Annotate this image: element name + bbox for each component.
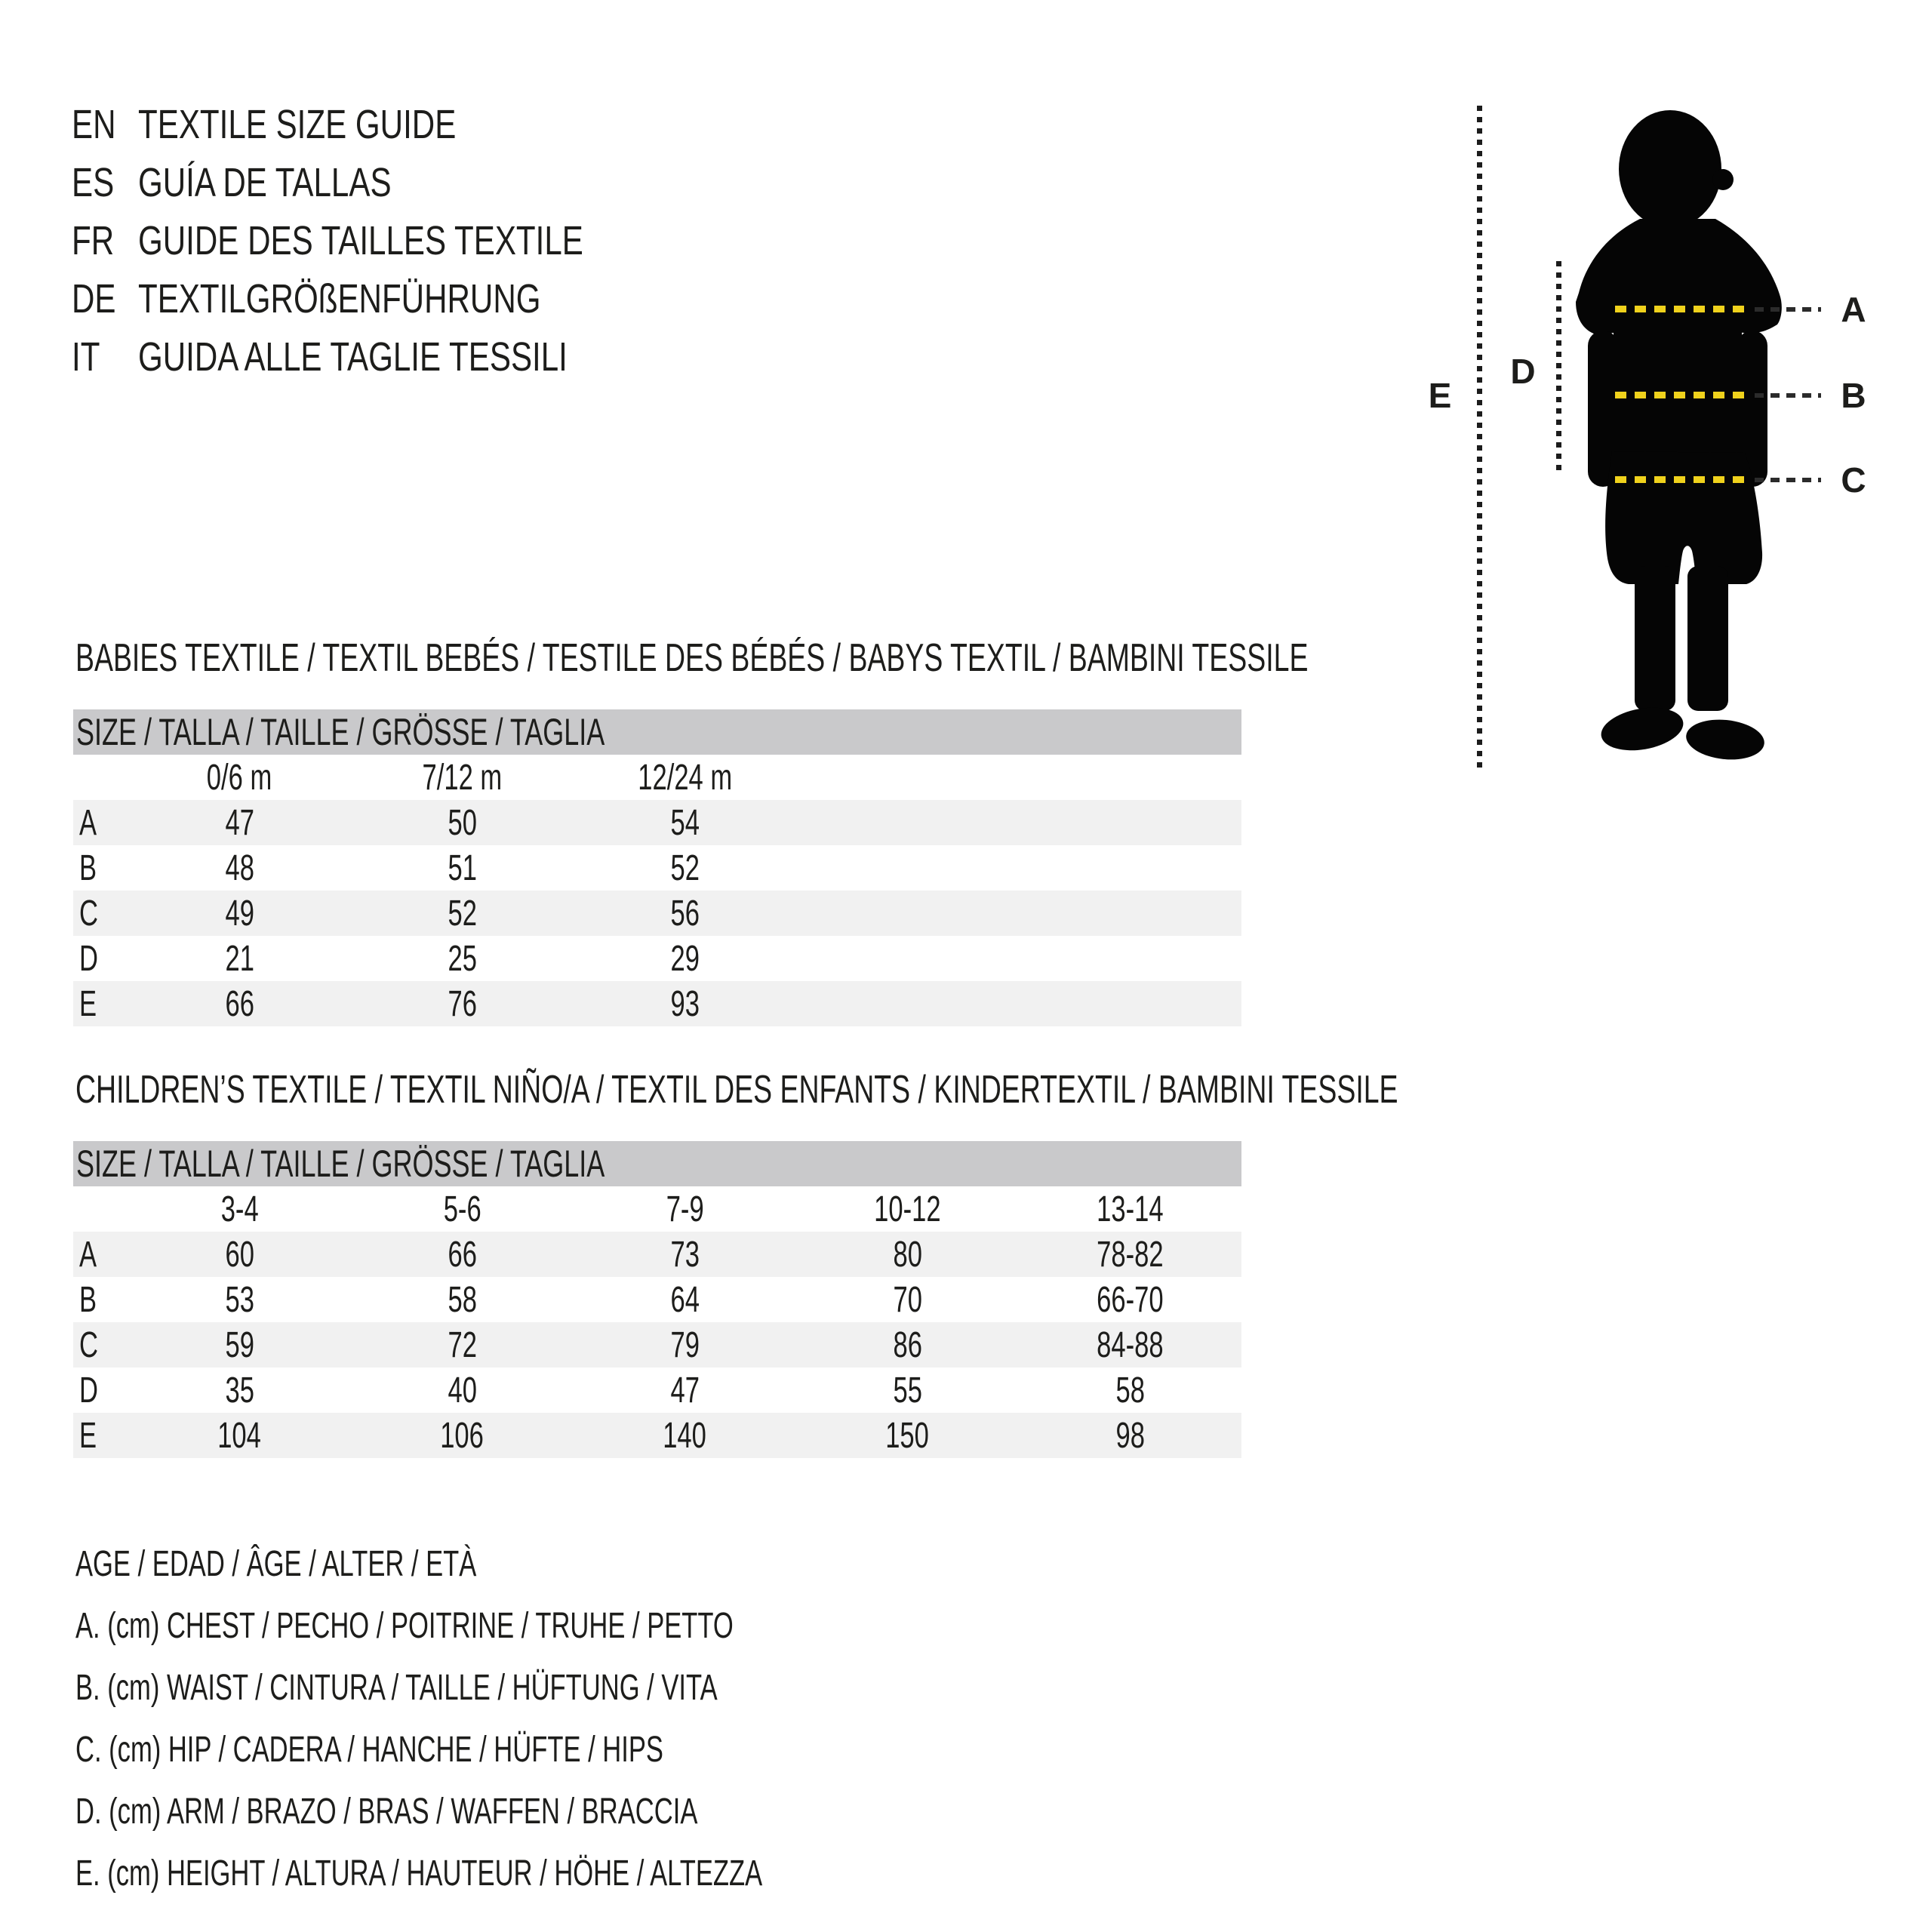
children-table-grid	[73, 1186, 1241, 1458]
size-header-label: SIZE / TALLA / TAILLE / GRÖSSE / TAGLIA	[76, 711, 605, 753]
table-cell-value: 73	[670, 1234, 700, 1275]
table-cell	[574, 1324, 796, 1366]
table-cell-value: 47	[225, 802, 254, 843]
column-header-text: 12/24 m	[638, 757, 732, 798]
table-cell	[574, 983, 796, 1025]
table-cell-value: 29	[670, 938, 700, 979]
hip-measure-label: C	[1841, 460, 1866, 500]
table-cell	[574, 1370, 796, 1411]
column-header-cell	[128, 1189, 351, 1230]
language-row-it	[72, 328, 709, 386]
column-header-cell	[351, 757, 574, 798]
language-code	[72, 101, 138, 148]
table-cell	[1019, 1324, 1241, 1366]
row-label	[73, 1370, 128, 1411]
table-cell-value: 49	[225, 893, 254, 934]
table-cell-value: 52	[448, 893, 477, 934]
table-cell	[574, 1234, 796, 1275]
row-label-text: C	[79, 1324, 98, 1365]
table-cell	[128, 893, 351, 934]
legend-line-5	[75, 1842, 1029, 1904]
legend-line-4	[75, 1780, 1029, 1842]
table-cell-value: 54	[670, 802, 700, 843]
silhouette-right-shoe	[1684, 716, 1767, 764]
row-label-text: B	[79, 1279, 97, 1320]
column-header-text: 0/6 m	[207, 757, 272, 798]
column-header-text: 3-4	[220, 1189, 259, 1229]
language-code-text: EN	[72, 101, 116, 147]
table-cell-value: 48	[225, 848, 254, 888]
row-label-text: E	[79, 983, 97, 1024]
language-code	[72, 159, 138, 206]
table-cell	[796, 1324, 1019, 1366]
table-cell-value: 58	[448, 1279, 477, 1320]
table-cell-value: 79	[670, 1324, 700, 1365]
table-cell-value: 35	[225, 1370, 254, 1411]
legend-line-2	[75, 1657, 1029, 1718]
table-cell-value: 53	[225, 1279, 254, 1320]
row-label-text: A	[79, 802, 97, 843]
children-table-title: CHILDREN’S TEXTILE / TEXTIL NIÑO/A / TEXTIL DES ENFANTS / KINDERTEXTIL / BAMBINI TESSILE	[75, 1068, 1398, 1112]
row-label-text: A	[79, 1234, 97, 1275]
table-cell-value: 72	[448, 1324, 477, 1365]
row-label-text: D	[79, 938, 98, 979]
table-row-c	[73, 1322, 1241, 1367]
table-cell	[351, 983, 574, 1025]
table-row-c	[73, 891, 1241, 936]
legend-line-text: AGE / EDAD / ÂGE / ALTER / ETÀ	[75, 1543, 477, 1584]
language-title: GUIDA ALLE TAGLIE TESSILI	[138, 334, 568, 380]
table-cell-value: 98	[1115, 1415, 1145, 1456]
table-cell-value: 47	[670, 1370, 700, 1411]
babies-table-title: BABIES TEXTILE / TEXTIL BEBÉS / TESTILE DES BÉBÉS / BABYS TEXTIL / BAMBINI TESSILE	[75, 636, 1309, 680]
language-title: TEXTILE SIZE GUIDE	[138, 101, 457, 147]
row-label	[73, 893, 128, 934]
babies-size-header-bar	[73, 709, 1241, 755]
table-cell	[128, 802, 351, 844]
column-header-cell	[796, 1189, 1019, 1230]
table-cell-value: 76	[448, 983, 477, 1024]
row-label	[73, 1279, 128, 1321]
silhouette-left-shoe	[1598, 702, 1687, 756]
table-cell-value: 78-82	[1097, 1234, 1164, 1275]
table-cell-value: 64	[670, 1279, 700, 1320]
table-row-d	[73, 936, 1241, 981]
babies-table-grid	[73, 755, 1241, 1026]
row-label-text: B	[79, 848, 97, 888]
table-cell	[128, 1324, 351, 1366]
language-title-block	[72, 95, 709, 386]
row-label	[73, 938, 128, 980]
column-header-row	[73, 755, 1241, 800]
table-cell-value: 70	[893, 1279, 922, 1320]
language-title: TEXTILGRÖßENFÜHRUNG	[138, 275, 541, 321]
table-cell	[351, 893, 574, 934]
table-cell	[128, 983, 351, 1025]
legend-line-0	[75, 1533, 1029, 1595]
table-cell	[128, 938, 351, 980]
table-cell	[351, 1324, 574, 1366]
row-label	[73, 983, 128, 1025]
table-cell	[574, 1415, 796, 1457]
language-code-text: DE	[72, 275, 116, 321]
table-cell	[351, 1279, 574, 1321]
row-label-text: E	[79, 1415, 97, 1456]
column-header-text: 10-12	[874, 1189, 941, 1229]
row-label-text: C	[79, 893, 98, 934]
language-code-text: ES	[72, 159, 115, 205]
table-cell-value: 52	[670, 848, 700, 888]
table-cell-value: 60	[225, 1234, 254, 1275]
table-cell	[796, 1415, 1019, 1457]
table-cell-value: 66	[225, 983, 254, 1024]
chest-measure-line-yellow	[1615, 306, 1749, 312]
table-cell	[128, 848, 351, 889]
language-code-text: FR	[72, 217, 115, 263]
table-cell-value: 25	[448, 938, 477, 979]
column-header-cell	[128, 757, 351, 798]
height-measure-label: E	[1428, 376, 1452, 415]
table-cell	[351, 1370, 574, 1411]
table-cell-value: 93	[670, 983, 700, 1024]
waist-measure-line-yellow	[1615, 392, 1749, 398]
table-cell-value: 56	[670, 893, 700, 934]
table-cell-value: 40	[448, 1370, 477, 1411]
language-title: GUÍA DE TALLAS	[138, 159, 392, 205]
table-cell-value: 80	[893, 1234, 922, 1275]
table-cell-value: 50	[448, 802, 477, 843]
language-code	[72, 275, 138, 322]
table-cell-value: 106	[440, 1415, 485, 1456]
table-cell-value: 21	[225, 938, 254, 979]
table-cell-value: 66	[448, 1234, 477, 1275]
chest-measure-line-black	[1755, 307, 1821, 312]
chest-measure-label: A	[1841, 290, 1866, 329]
table-cell	[574, 893, 796, 934]
language-row-en	[72, 95, 709, 153]
table-cell	[574, 848, 796, 889]
table-cell-value: 140	[663, 1415, 707, 1456]
column-header-cell	[574, 757, 796, 798]
silhouette-shorts	[1605, 451, 1762, 584]
column-header-cell	[1019, 1189, 1241, 1230]
children-size-header-bar	[73, 1141, 1241, 1186]
table-cell	[351, 1415, 574, 1457]
table-cell-value: 84-88	[1097, 1324, 1164, 1365]
table-row-e	[73, 981, 1241, 1026]
column-header-text: 13-14	[1097, 1189, 1164, 1229]
arm-measure-dotted-line	[1556, 261, 1561, 471]
table-cell-value: 66-70	[1097, 1279, 1164, 1320]
legend-line-text: D. (cm) ARM / BRAZO / BRAS / WAFFEN / BRACCIA	[75, 1791, 698, 1832]
silhouette-ear	[1712, 169, 1734, 190]
arm-measure-label: D	[1510, 352, 1536, 391]
language-row-de	[72, 269, 709, 328]
row-label-text: D	[79, 1370, 98, 1411]
table-row-a	[73, 1232, 1241, 1277]
table-cell	[128, 1370, 351, 1411]
legend-line-3	[75, 1718, 1029, 1780]
table-cell-value: 59	[225, 1324, 254, 1365]
table-row-d	[73, 1367, 1241, 1413]
size-header-label: SIZE / TALLA / TAILLE / GRÖSSE / TAGLIA	[76, 1143, 605, 1185]
table-row-b	[73, 845, 1241, 891]
table-cell	[351, 802, 574, 844]
table-cell	[128, 1234, 351, 1275]
table-cell-value: 104	[217, 1415, 262, 1456]
table-cell	[796, 1234, 1019, 1275]
row-label	[73, 1234, 128, 1275]
row-label	[73, 848, 128, 889]
measurement-legend	[75, 1533, 1029, 1904]
column-header-cell	[574, 1189, 796, 1230]
column-header-text: 5-6	[443, 1189, 481, 1229]
table-cell	[574, 938, 796, 980]
table-cell-value: 86	[893, 1324, 922, 1365]
table-cell-value: 51	[448, 848, 477, 888]
legend-line-1	[75, 1595, 1029, 1657]
hip-measure-line-black	[1755, 478, 1821, 482]
table-cell	[796, 1279, 1019, 1321]
table-cell	[1019, 1415, 1241, 1457]
language-code-text: IT	[72, 334, 100, 380]
legend-line-text: E. (cm) HEIGHT / ALTURA / HAUTEUR / HÖHE / ALTEZZA	[75, 1853, 763, 1894]
column-header-cell	[351, 1189, 574, 1230]
waist-measure-line-black	[1755, 393, 1821, 398]
table-cell	[574, 1279, 796, 1321]
table-cell-value: 55	[893, 1370, 922, 1411]
language-row-es	[72, 153, 709, 211]
waist-measure-label: B	[1841, 376, 1866, 415]
legend-line-text: C. (cm) HIP / CADERA / HANCHE / HÜFTE / HIPS	[75, 1729, 663, 1770]
table-cell	[796, 1370, 1019, 1411]
column-header-text: 7-9	[666, 1189, 704, 1229]
table-row-b	[73, 1277, 1241, 1322]
column-header-text: 7/12 m	[422, 757, 503, 798]
table-cell	[351, 848, 574, 889]
table-cell	[1019, 1370, 1241, 1411]
table-cell-value: 150	[885, 1415, 930, 1456]
row-label	[73, 802, 128, 844]
row-label	[73, 1324, 128, 1366]
language-code	[72, 217, 138, 264]
legend-line-text: B. (cm) WAIST / CINTURA / TAILLE / HÜFTUNG / VITA	[75, 1667, 718, 1708]
language-row-fr	[72, 211, 709, 269]
table-cell	[128, 1279, 351, 1321]
table-row-e	[73, 1413, 1241, 1458]
row-label	[73, 1415, 128, 1457]
language-title: GUIDE DES TAILLES TEXTILE	[138, 217, 583, 263]
column-header-row	[73, 1186, 1241, 1232]
table-cell	[574, 802, 796, 844]
table-row-a	[73, 800, 1241, 845]
legend-line-text: A. (cm) CHEST / PECHO / POITRINE / TRUHE / PETTO	[75, 1605, 734, 1646]
table-cell-value: 58	[1115, 1370, 1145, 1411]
table-cell	[1019, 1234, 1241, 1275]
table-cell	[351, 1234, 574, 1275]
hip-measure-line-yellow	[1615, 476, 1749, 483]
table-cell	[128, 1415, 351, 1457]
table-cell	[351, 938, 574, 980]
table-cell	[1019, 1279, 1241, 1321]
language-code	[72, 334, 138, 380]
